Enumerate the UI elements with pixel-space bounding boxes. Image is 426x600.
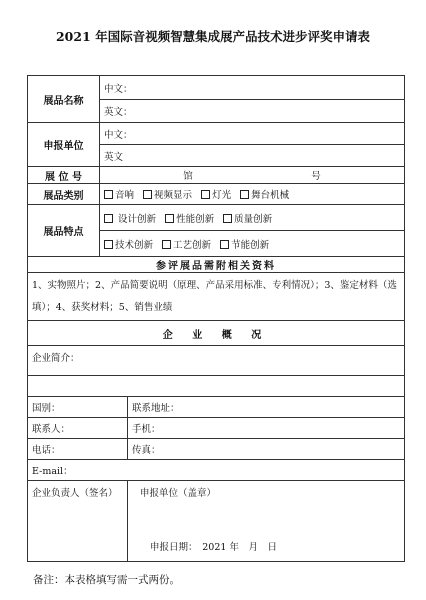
category-options	[100, 184, 405, 205]
exhibit-name-label: 展品名称	[28, 76, 100, 123]
feature-option-energy-saving[interactable]: 节能创新	[220, 237, 269, 251]
applicant-en-prefix: 英文	[104, 151, 124, 163]
seal-label: 申报单位（盖章）	[140, 488, 217, 499]
mobile-field[interactable]	[128, 418, 405, 439]
category-label: 展品类别	[28, 184, 100, 205]
checkbox-icon[interactable]	[143, 190, 152, 199]
checkbox-icon[interactable]	[162, 240, 171, 249]
applicant-en-field[interactable]	[100, 145, 405, 167]
feature-option-performance[interactable]: 性能创新	[165, 211, 214, 225]
footnote: 备注：本表格填写需一式两份。	[33, 574, 180, 586]
phone-label: 电话：	[32, 445, 61, 456]
checkbox-icon[interactable]	[220, 240, 229, 249]
company-overview-header: 企 业 概 况	[28, 321, 405, 346]
exhibit-name-cn-prefix: 中文：	[104, 83, 133, 95]
email-field[interactable]	[28, 460, 405, 481]
exhibit-name-en-field[interactable]	[100, 100, 405, 123]
checkbox-icon[interactable]	[104, 214, 113, 223]
application-date: 申报日期： 2021 年 月 日	[150, 542, 277, 553]
checkbox-icon[interactable]	[223, 214, 232, 223]
feature-option-quality[interactable]: 质量创新	[223, 211, 272, 225]
exhibit-name-cn-field[interactable]	[100, 76, 405, 100]
leader-signature-label: 企业负责人（签名）	[32, 488, 118, 499]
checkbox-icon[interactable]	[165, 214, 174, 223]
category-option-audio[interactable]: 音响	[104, 187, 134, 201]
feature-option-technology[interactable]: 技术创新	[104, 237, 153, 251]
checkbox-icon[interactable]	[240, 190, 249, 199]
leader-signature-field[interactable]	[28, 481, 128, 562]
materials-header: 参评展品需附相关资料	[28, 257, 405, 273]
booth-field[interactable]	[100, 167, 405, 184]
exhibit-name-en-prefix: 英文：	[104, 107, 133, 118]
booth-hall: 馆	[183, 171, 193, 182]
seal-field[interactable]	[128, 481, 405, 562]
contact-label: 联系人：	[32, 424, 71, 435]
applicant-cn-field[interactable]	[100, 123, 405, 145]
category-option-stage-machinery[interactable]: 舞台机械	[240, 187, 289, 201]
features-row-1	[100, 205, 405, 231]
company-intro-field[interactable]	[28, 346, 405, 376]
fax-label: 传真：	[132, 445, 161, 456]
email-label: E-mail：	[32, 466, 73, 477]
checkbox-icon[interactable]	[104, 190, 113, 199]
mobile-label: 手机：	[132, 424, 161, 435]
booth-label: 展 位 号	[28, 167, 100, 184]
address-label: 联系地址：	[132, 403, 180, 414]
booth-number: 号	[311, 171, 321, 182]
checkbox-icon[interactable]	[104, 240, 113, 249]
form-title: 2021 年国际音视频智慧集成展产品技术进步评奖申请表	[55, 29, 371, 44]
country-label: 国别：	[32, 403, 61, 414]
category-option-lighting[interactable]: 灯光	[201, 187, 231, 201]
feature-option-design[interactable]: 设计创新	[104, 211, 156, 225]
features-row-2	[100, 231, 405, 257]
application-form	[27, 75, 405, 562]
address-field[interactable]	[128, 397, 405, 418]
applicant-label: 申报单位	[28, 123, 100, 167]
materials-list: 1、实物照片；2、产品简要说明（原理、产品采用标准、专利情况）；3、鉴定材料（选填）；4、获奖材料；5、销售业绩	[28, 273, 405, 321]
checkbox-icon[interactable]	[201, 190, 210, 199]
company-intro-label: 企业简介：	[32, 353, 80, 364]
applicant-cn-prefix: 中文：	[104, 129, 133, 141]
country-field[interactable]	[28, 397, 128, 418]
contact-field[interactable]	[28, 418, 128, 439]
feature-option-craft[interactable]: 工艺创新	[162, 237, 211, 251]
features-label: 展品特点	[28, 205, 100, 257]
fax-field[interactable]	[128, 439, 405, 460]
phone-field[interactable]	[28, 439, 128, 460]
category-option-video-display[interactable]: 视频显示	[143, 187, 192, 201]
company-intro-continuation[interactable]	[28, 376, 405, 397]
